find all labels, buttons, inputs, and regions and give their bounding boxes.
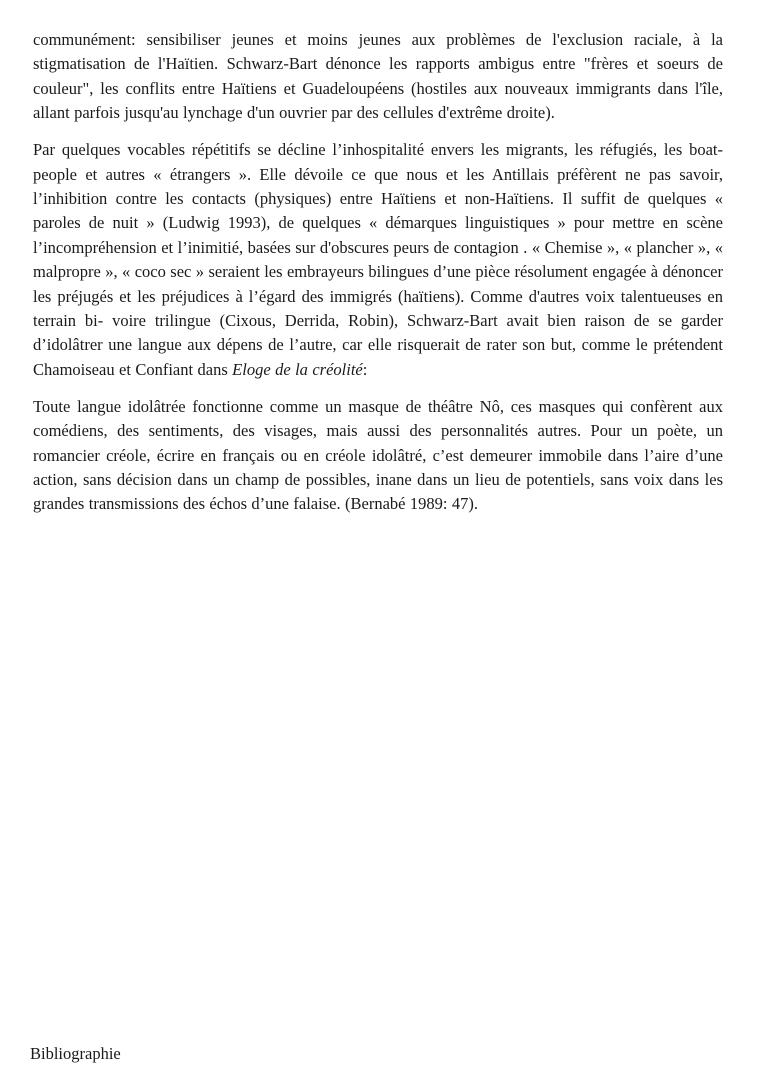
paragraph-inhospitality-colon: : [362,359,368,379]
paragraph-inhospitality [33,138,723,382]
bibliography-heading: Bibliographie [30,1044,121,1063]
block-quotation: Toute langue idolâtrée fonctionne comme un masque de théâtre Nô, ces masques qui confèrent aux comédiens, des sentiments, des visages, mais aussi des personnalités autres. Pour un poète, un romancier créole, écrire en français ou en créole idolâtré, c’est demeurer immobile dans l’aire d’une action, sans décision dans un champ de possibles, inane dans un lieu de potentiels, sans voix dans les grandes transmissions des échos d’une falaise. (Bernabé 1989: 47). [33,396,723,514]
paragraph-continuation: communément: sensibiliser jeunes et moins jeunes aux problèmes de l'exclusion raciale, à la stigmatisation de l'Haïtien. Schwarz-Bart dénonce les rapports ambigus entre "frères et soeurs de couleur", les conflits entre Haïtiens et Guadeloupéens (hostiles aux nouveaux immigrants dans l'île, allant parfois jusqu'au lynchage d'un ouvrier par des cellules d'extrême droite). [33,30,723,123]
body-text [33,28,723,517]
book-title-eloge: Eloge de la créolité [232,359,363,379]
paragraph-inhospitality-text: Par quelques vocables répétitifs se décline l’inhospitalité envers les migrants, les réfugiés, les boat-people et autres « étrangers ». Elle dévoile ce que nous et les Antillais préfèrent ne pas savoir, l’inhibition contre les contacts (physiques) entre Haïtiens et non-Haïtiens. Il suffit de quelques « paroles de nuit » (Ludwig 1993), de quelques « démarques linguistiques » pour mettre en scène l’incompréhension et l’inimitié, basées sur d'obscures peurs de contagion . « Chemise », « plancher », « malpropre », « coco sec » seraient les embrayeurs bilingues d’une pièce résolument engagée à dénoncer les préjugés et les préjudices à l’égard des immigrés (haïtiens). Comme d'autres voix talentueuses en terrain bi- voire trilingue (Cixous, Derrida, Robin), Schwarz-Bart avait bien raison de se garder d’idolâtrer une langue aux dépens de l’autre, car elle risquerait de rater son but, comme le prétendent Chamoiseau et Confiant dans [33,140,723,379]
